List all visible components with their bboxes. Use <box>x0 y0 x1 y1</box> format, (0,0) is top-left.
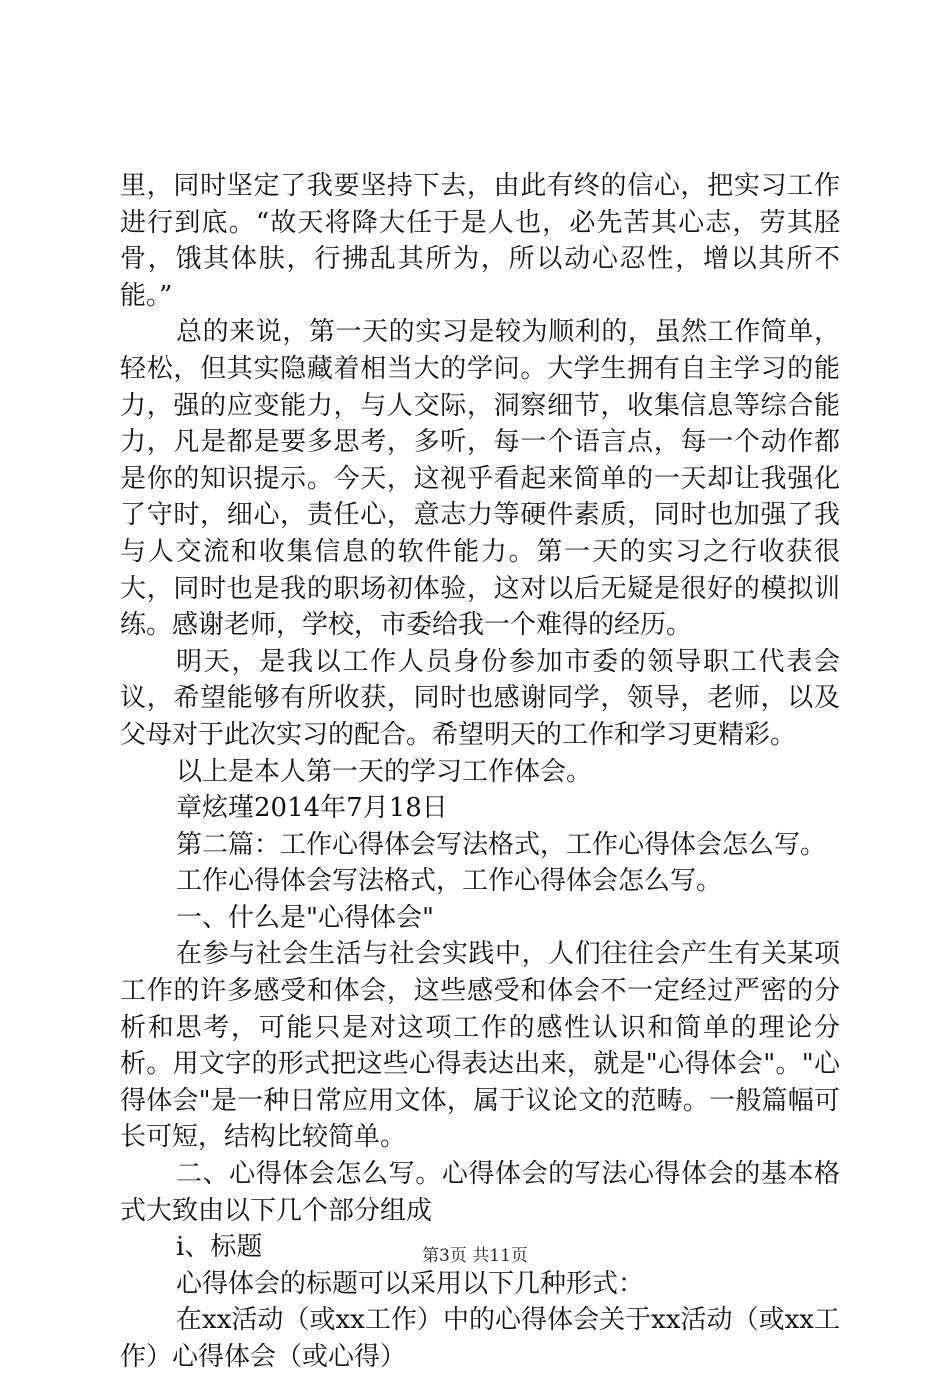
paragraph: 在参与社会生活与社会实践中，人们往往会产生有关某项工作的许多感受和体会，这些感受和体会不一定经过严密的分析和思考，可能只是对这项工作的感性认识和简单的理论分析。用文字的形式把这些心得表达出来，就是"心得体会"。"心得体会"是一种日常应用文体，属于议论文的范畴。一般篇幅可长可短，结构比较简单。 <box>120 939 840 1153</box>
paragraph: 明天，是我以工作人员身份参加市委的领导职工代表会议，希望能够有所收获，同时也感谢同学，领导，老师，以及父母对于此次实习的配合。希望明天的工作和学习更精彩。 <box>120 646 840 750</box>
document-body <box>120 168 840 1376</box>
page-footer: 第3页 共11页 <box>422 1246 528 1266</box>
paragraph: 里，同时坚定了我要坚持下去，由此有终的信心，把实习工作进行到底。“故天将降大任于是人也，必先苦其心志，劳其胫骨，饿其体肤，行拂乱其所为，所以动心忍性，增以其所不能。” <box>120 171 840 311</box>
sub-heading: 一、什么是"心得体会" <box>176 902 434 933</box>
paragraph: 在xx活动（或xx工作）中的心得体会关于xx活动（或xx工作）心得体会（或心得） <box>120 1305 840 1372</box>
paragraph: 工作心得体会写法格式，工作心得体会怎么写。 <box>176 866 723 897</box>
paragraph: 总的来说，第一天的实习是较为顺利的，虽然工作简单，轻松，但其实隐藏着相当大的学问。大学生拥有自主学习的能力，强的应变能力，与人交际，洞察细节，收集信息等综合能力，凡是都是要多思考，多听，每一个语言点，每一个动作都是你的知识提示。今天，这视乎看起来简单的一天却让我强化了守时，细心，责任心，意志力等硬件素质，同时也加强了我与人交流和收集信息的软件能力。第一天的实习之行收获很大，同时也是我的职场初体验，这对以后无疑是很好的模拟训练。感谢老师，学校，市委给我一个难得的经历。 <box>120 317 840 641</box>
signature-date-line: 章炫瑾2014年7月18日 <box>176 793 448 824</box>
section-heading: 第二篇：工作心得体会写法格式，工作心得体会怎么写。 <box>176 829 827 860</box>
paragraph: 心得体会的标题可以采用以下几种形式： <box>176 1268 645 1299</box>
paragraph: 以上是本人第一天的学习工作体会。 <box>176 756 593 787</box>
sub-heading: i、标题 <box>176 1232 263 1263</box>
sub-heading: 二、心得体会怎么写。心得体会的写法心得体会的基本格式大致由以下几个部分组成 <box>120 1159 840 1226</box>
